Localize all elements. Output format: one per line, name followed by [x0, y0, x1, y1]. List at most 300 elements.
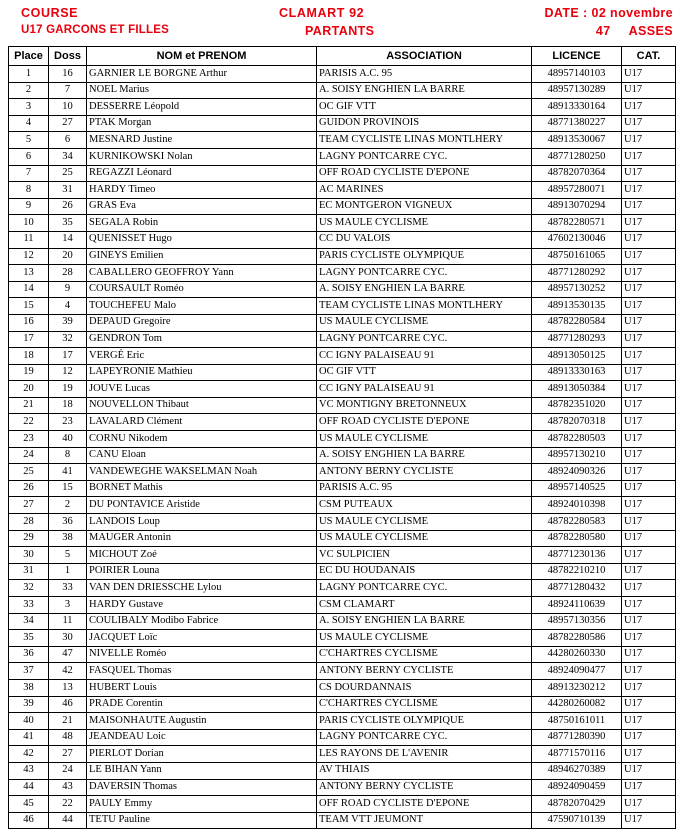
cell-licence: 48946270389	[532, 762, 622, 779]
cell-name: POIRIER Louna	[87, 563, 317, 580]
cell-place: 39	[9, 696, 49, 713]
cell-licence: 48957130356	[532, 613, 622, 630]
table-row	[9, 248, 676, 265]
cell-place: 11	[9, 231, 49, 248]
cell-doss: 2	[49, 497, 87, 514]
cell-licence: 48782280586	[532, 630, 622, 647]
header-row-secondary	[8, 24, 675, 42]
column-header-association: ASSOCIATION	[317, 47, 532, 66]
cell-category: U17	[622, 82, 676, 99]
cell-association: US MAULE CYCLISME	[317, 530, 532, 547]
cell-doss: 23	[49, 414, 87, 431]
cell-association: US MAULE CYCLISME	[317, 514, 532, 531]
cell-category: U17	[622, 630, 676, 647]
cell-place: 30	[9, 547, 49, 564]
header-row-primary	[8, 6, 675, 24]
cell-category: U17	[622, 66, 676, 83]
cell-place: 16	[9, 314, 49, 331]
cell-category: U17	[622, 762, 676, 779]
cell-category: U17	[622, 779, 676, 796]
cell-association: A. SOISY ENGHIEN LA BARRE	[317, 447, 532, 464]
cell-doss: 27	[49, 746, 87, 763]
table-row	[9, 746, 676, 763]
cell-doss: 17	[49, 348, 87, 365]
cell-doss: 46	[49, 696, 87, 713]
cell-category: U17	[622, 215, 676, 232]
cell-doss: 40	[49, 431, 87, 448]
cell-licence: 48782210210	[532, 563, 622, 580]
cell-licence: 47602130046	[532, 231, 622, 248]
cell-licence: 48782280583	[532, 514, 622, 531]
startlist-table	[8, 46, 676, 829]
cell-name: PIERLOT Dorian	[87, 746, 317, 763]
cell-name: NOEL Marius	[87, 82, 317, 99]
cell-licence: 48771280293	[532, 331, 622, 348]
cell-licence: 48924110639	[532, 597, 622, 614]
cell-doss: 42	[49, 663, 87, 680]
table-row	[9, 679, 676, 696]
cell-name: CORNU Nikodem	[87, 431, 317, 448]
cell-category: U17	[622, 132, 676, 149]
cell-doss: 9	[49, 281, 87, 298]
cell-association: PARISIS A.C. 95	[317, 66, 532, 83]
cell-place: 18	[9, 348, 49, 365]
cell-association: ANTONY BERNY CYCLISTE	[317, 663, 532, 680]
cell-place: 19	[9, 364, 49, 381]
cell-doss: 6	[49, 132, 87, 149]
table-row	[9, 696, 676, 713]
cell-association: AV THIAIS	[317, 762, 532, 779]
table-row	[9, 381, 676, 398]
cell-place: 7	[9, 165, 49, 182]
table-row	[9, 231, 676, 248]
cell-name: DEPAUD Gregoire	[87, 314, 317, 331]
cell-place: 24	[9, 447, 49, 464]
cell-association: PARIS CYCLISTE OLYMPIQUE	[317, 248, 532, 265]
cell-place: 36	[9, 646, 49, 663]
race-date: DATE : 02 novembre	[544, 6, 673, 20]
cell-licence: 48782280584	[532, 314, 622, 331]
table-row	[9, 414, 676, 431]
cell-doss: 36	[49, 514, 87, 531]
cell-doss: 8	[49, 447, 87, 464]
cell-place: 13	[9, 265, 49, 282]
cell-name: GINEYS Emilien	[87, 248, 317, 265]
table-row	[9, 148, 676, 165]
cell-licence: 48782280503	[532, 431, 622, 448]
cell-name: GENDRON Tom	[87, 331, 317, 348]
cell-place: 40	[9, 713, 49, 730]
cell-category: U17	[622, 646, 676, 663]
cell-association: TEAM CYCLISTE LINAS MONTLHERY	[317, 298, 532, 315]
cell-category: U17	[622, 613, 676, 630]
cell-category: U17	[622, 447, 676, 464]
table-row	[9, 729, 676, 746]
cell-doss: 30	[49, 630, 87, 647]
cell-doss: 47	[49, 646, 87, 663]
cell-association: LES RAYONS DE L'AVENIR	[317, 746, 532, 763]
cell-category: U17	[622, 696, 676, 713]
cell-association: A. SOISY ENGHIEN LA BARRE	[317, 82, 532, 99]
cell-name: FASQUEL Thomas	[87, 663, 317, 680]
cell-licence: 48957280071	[532, 182, 622, 199]
cell-place: 31	[9, 563, 49, 580]
cell-category: U17	[622, 514, 676, 531]
cell-name: CABALLERO GEOFFROY Yann	[87, 265, 317, 282]
cell-name: GRAS Eva	[87, 198, 317, 215]
cell-doss: 39	[49, 314, 87, 331]
cell-licence: 48782070318	[532, 414, 622, 431]
cell-name: MESNARD Justine	[87, 132, 317, 149]
cell-association: CC IGNY PALAISEAU 91	[317, 348, 532, 365]
table-row	[9, 99, 676, 116]
cell-doss: 15	[49, 480, 87, 497]
table-row	[9, 66, 676, 83]
cell-licence: 48924010398	[532, 497, 622, 514]
cell-category: U17	[622, 746, 676, 763]
cell-category: U17	[622, 364, 676, 381]
cell-doss: 33	[49, 580, 87, 597]
table-row	[9, 646, 676, 663]
table-row	[9, 796, 676, 813]
table-row	[9, 597, 676, 614]
cell-doss: 24	[49, 762, 87, 779]
cell-name: LAVALARD Clément	[87, 414, 317, 431]
table-row	[9, 431, 676, 448]
cell-category: U17	[622, 563, 676, 580]
cell-licence: 44280260082	[532, 696, 622, 713]
cell-place: 12	[9, 248, 49, 265]
cell-category: U17	[622, 314, 676, 331]
cell-licence: 48771280432	[532, 580, 622, 597]
cell-name: JOUVE Lucas	[87, 381, 317, 398]
cell-doss: 48	[49, 729, 87, 746]
cell-place: 42	[9, 746, 49, 763]
cell-association: AC MARINES	[317, 182, 532, 199]
table-row	[9, 265, 676, 282]
cell-name: PTAK Morgan	[87, 115, 317, 132]
cell-association: CSM CLAMART	[317, 597, 532, 614]
starters-count-unit: ASSES	[628, 24, 673, 38]
cell-place: 2	[9, 82, 49, 99]
cell-licence: 48913050384	[532, 381, 622, 398]
cell-place: 10	[9, 215, 49, 232]
cell-licence: 48913330163	[532, 364, 622, 381]
course-label: COURSE	[21, 6, 79, 20]
cell-licence: 48913230212	[532, 679, 622, 696]
cell-doss: 3	[49, 597, 87, 614]
cell-name: HARDY Timeo	[87, 182, 317, 199]
cell-doss: 4	[49, 298, 87, 315]
table-row	[9, 613, 676, 630]
cell-name: JACQUET Loïc	[87, 630, 317, 647]
cell-name: DAVERSIN Thomas	[87, 779, 317, 796]
cell-place: 26	[9, 480, 49, 497]
cell-category: U17	[622, 580, 676, 597]
cell-category: U17	[622, 547, 676, 564]
cell-association: OC GIF VTT	[317, 99, 532, 116]
cell-place: 29	[9, 530, 49, 547]
cell-place: 43	[9, 762, 49, 779]
cell-category: U17	[622, 497, 676, 514]
cell-place: 9	[9, 198, 49, 215]
table-row	[9, 630, 676, 647]
cell-doss: 10	[49, 99, 87, 116]
cell-place: 34	[9, 613, 49, 630]
cell-category: U17	[622, 281, 676, 298]
cell-association: CC IGNY PALAISEAU 91	[317, 381, 532, 398]
table-header-row	[9, 47, 676, 66]
cell-category: U17	[622, 796, 676, 813]
table-row	[9, 132, 676, 149]
cell-association: C'CHARTRES CYCLISME	[317, 696, 532, 713]
cell-association: US MAULE CYCLISME	[317, 314, 532, 331]
cell-licence: 48957130252	[532, 281, 622, 298]
cell-category: U17	[622, 348, 676, 365]
cell-licence: 48924090459	[532, 779, 622, 796]
cell-licence: 48771280292	[532, 265, 622, 282]
cell-category: U17	[622, 414, 676, 431]
cell-category: U17	[622, 397, 676, 414]
cell-association: CC DU VALOIS	[317, 231, 532, 248]
cell-place: 4	[9, 115, 49, 132]
cell-name: NIVELLE Roméo	[87, 646, 317, 663]
cell-category: U17	[622, 713, 676, 730]
cell-licence: 48913050125	[532, 348, 622, 365]
cell-place: 8	[9, 182, 49, 199]
cell-category: U17	[622, 148, 676, 165]
cell-association: VC SULPICIEN	[317, 547, 532, 564]
cell-association: TEAM VTT JEUMONT	[317, 812, 532, 829]
cell-association: OC GIF VTT	[317, 364, 532, 381]
cell-doss: 25	[49, 165, 87, 182]
cell-place: 44	[9, 779, 49, 796]
cell-category: U17	[622, 812, 676, 829]
cell-name: GARNIER LE BORGNE Arthur	[87, 66, 317, 83]
cell-category: U17	[622, 679, 676, 696]
cell-doss: 32	[49, 331, 87, 348]
cell-place: 1	[9, 66, 49, 83]
cell-association: LAGNY PONTCARRE CYC.	[317, 331, 532, 348]
cell-doss: 12	[49, 364, 87, 381]
cell-category: U17	[622, 231, 676, 248]
cell-licence: 48771230136	[532, 547, 622, 564]
cell-category: U17	[622, 265, 676, 282]
cell-name: VAN DEN DRIESSCHE Lylou	[87, 580, 317, 597]
cell-doss: 21	[49, 713, 87, 730]
cell-category: U17	[622, 464, 676, 481]
column-header-category: CAT.	[622, 47, 676, 66]
cell-category: U17	[622, 115, 676, 132]
cell-place: 28	[9, 514, 49, 531]
cell-doss: 19	[49, 381, 87, 398]
cell-name: CANU Eloan	[87, 447, 317, 464]
cell-name: DU PONTAVICE Aristide	[87, 497, 317, 514]
table-row	[9, 812, 676, 829]
cell-licence: 48957140525	[532, 480, 622, 497]
cell-name: REGAZZI Léonard	[87, 165, 317, 182]
cell-association: A. SOISY ENGHIEN LA BARRE	[317, 281, 532, 298]
category-label: U17 GARCONS ET FILLES	[21, 24, 169, 36]
cell-doss: 7	[49, 82, 87, 99]
cell-name: BORNET Mathis	[87, 480, 317, 497]
cell-name: LAPEYRONIE Mathieu	[87, 364, 317, 381]
cell-place: 41	[9, 729, 49, 746]
cell-association: GUIDON PROVINOIS	[317, 115, 532, 132]
cell-doss: 14	[49, 231, 87, 248]
cell-licence: 48957130289	[532, 82, 622, 99]
cell-association: US MAULE CYCLISME	[317, 215, 532, 232]
table-row	[9, 713, 676, 730]
table-row	[9, 580, 676, 597]
table-row	[9, 663, 676, 680]
cell-association: LAGNY PONTCARRE CYC.	[317, 148, 532, 165]
table-row	[9, 182, 676, 199]
cell-name: MAISONHAUTE Augustin	[87, 713, 317, 730]
cell-name: HUBERT Louis	[87, 679, 317, 696]
table-row	[9, 514, 676, 531]
cell-association: EC DU HOUDANAIS	[317, 563, 532, 580]
partants-label: PARTANTS	[305, 24, 375, 38]
cell-category: U17	[622, 729, 676, 746]
cell-name: DESSERRE Léopold	[87, 99, 317, 116]
cell-licence: 48771380227	[532, 115, 622, 132]
column-header-place: Place	[9, 47, 49, 66]
cell-name: PAULY Emmy	[87, 796, 317, 813]
cell-licence: 48771280250	[532, 148, 622, 165]
cell-association: A. SOISY ENGHIEN LA BARRE	[317, 613, 532, 630]
cell-licence: 48782351020	[532, 397, 622, 414]
cell-licence: 48782070429	[532, 796, 622, 813]
cell-association: US MAULE CYCLISME	[317, 431, 532, 448]
cell-category: U17	[622, 381, 676, 398]
cell-association: C'CHARTRES CYCLISME	[317, 646, 532, 663]
cell-doss: 13	[49, 679, 87, 696]
cell-association: ANTONY BERNY CYCLISTE	[317, 779, 532, 796]
cell-licence: 48913330164	[532, 99, 622, 116]
cell-category: U17	[622, 198, 676, 215]
cell-place: 15	[9, 298, 49, 315]
cell-doss: 34	[49, 148, 87, 165]
cell-licence: 48771280390	[532, 729, 622, 746]
cell-category: U17	[622, 248, 676, 265]
cell-licence: 48782280571	[532, 215, 622, 232]
table-row	[9, 480, 676, 497]
cell-place: 25	[9, 464, 49, 481]
table-row	[9, 281, 676, 298]
cell-association: OFF ROAD CYCLISTE D'EPONE	[317, 414, 532, 431]
cell-place: 5	[9, 132, 49, 149]
cell-doss: 28	[49, 265, 87, 282]
column-header-licence: LICENCE	[532, 47, 622, 66]
cell-association: US MAULE CYCLISME	[317, 630, 532, 647]
cell-place: 35	[9, 630, 49, 647]
race-city: CLAMART 92	[279, 6, 365, 20]
table-row	[9, 331, 676, 348]
cell-name: NOUVELLON Thibaut	[87, 397, 317, 414]
cell-category: U17	[622, 298, 676, 315]
cell-category: U17	[622, 480, 676, 497]
cell-licence: 48924090326	[532, 464, 622, 481]
table-row	[9, 447, 676, 464]
cell-place: 37	[9, 663, 49, 680]
cell-category: U17	[622, 165, 676, 182]
cell-category: U17	[622, 182, 676, 199]
cell-association: LAGNY PONTCARRE CYC.	[317, 580, 532, 597]
cell-licence: 47590710139	[532, 812, 622, 829]
cell-name: PRADE Corentin	[87, 696, 317, 713]
cell-doss: 35	[49, 215, 87, 232]
cell-association: VC MONTIGNY BRETONNEUX	[317, 397, 532, 414]
table-row	[9, 82, 676, 99]
cell-doss: 31	[49, 182, 87, 199]
cell-doss: 11	[49, 613, 87, 630]
cell-name: TETU Pauline	[87, 812, 317, 829]
cell-place: 6	[9, 148, 49, 165]
cell-category: U17	[622, 431, 676, 448]
table-row	[9, 563, 676, 580]
cell-licence: 48750161011	[532, 713, 622, 730]
table-row	[9, 762, 676, 779]
cell-licence: 48957140103	[532, 66, 622, 83]
column-header-doss: Doss	[49, 47, 87, 66]
cell-association: CS DOURDANNAIS	[317, 679, 532, 696]
cell-place: 46	[9, 812, 49, 829]
cell-association: PARIS CYCLISTE OLYMPIQUE	[317, 713, 532, 730]
table-row	[9, 364, 676, 381]
cell-name: LE BIHAN Yann	[87, 762, 317, 779]
cell-association: ANTONY BERNY CYCLISTE	[317, 464, 532, 481]
cell-place: 21	[9, 397, 49, 414]
table-row	[9, 215, 676, 232]
cell-doss: 26	[49, 198, 87, 215]
cell-licence: 44280260330	[532, 646, 622, 663]
table-row	[9, 198, 676, 215]
cell-name: MICHOUT Zoé	[87, 547, 317, 564]
cell-association: EC MONTGERON VIGNEUX	[317, 198, 532, 215]
cell-category: U17	[622, 331, 676, 348]
table-row	[9, 348, 676, 365]
table-row	[9, 547, 676, 564]
cell-licence: 48957130210	[532, 447, 622, 464]
cell-name: VANDEWEGHE WAKSELMAN Noah	[87, 464, 317, 481]
cell-doss: 18	[49, 397, 87, 414]
column-header-name: NOM et PRENOM	[87, 47, 317, 66]
cell-name: JEANDEAU Loic	[87, 729, 317, 746]
cell-place: 17	[9, 331, 49, 348]
cell-category: U17	[622, 597, 676, 614]
cell-association: LAGNY PONTCARRE CYC.	[317, 729, 532, 746]
cell-name: LANDOIS Loup	[87, 514, 317, 531]
table-row	[9, 397, 676, 414]
table-row	[9, 165, 676, 182]
cell-place: 20	[9, 381, 49, 398]
cell-doss: 1	[49, 563, 87, 580]
cell-place: 33	[9, 597, 49, 614]
cell-name: QUENISSET Hugo	[87, 231, 317, 248]
cell-name: KURNIKOWSKI Nolan	[87, 148, 317, 165]
cell-place: 38	[9, 679, 49, 696]
cell-place: 45	[9, 796, 49, 813]
document-header	[8, 0, 675, 46]
cell-doss: 27	[49, 115, 87, 132]
cell-place: 23	[9, 431, 49, 448]
cell-association: CSM PUTEAUX	[317, 497, 532, 514]
cell-doss: 22	[49, 796, 87, 813]
cell-place: 32	[9, 580, 49, 597]
table-row	[9, 530, 676, 547]
cell-association: LAGNY PONTCARRE CYC.	[317, 265, 532, 282]
